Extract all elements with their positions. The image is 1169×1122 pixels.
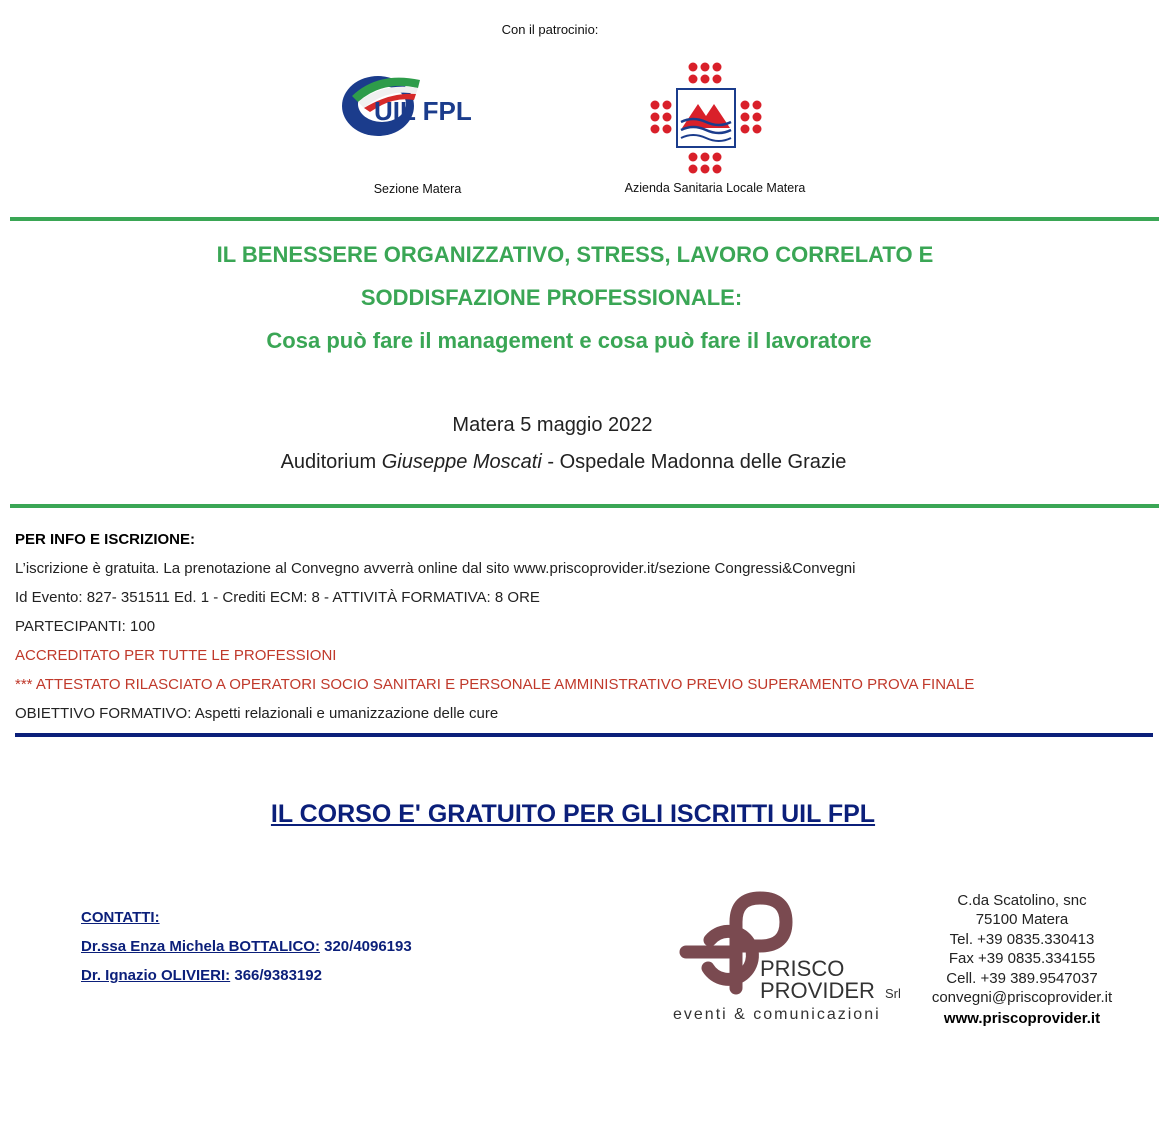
provider-fax: Fax +39 0835.334155 [948,950,1096,967]
provider-address-2: 75100 Matera [975,911,1069,928]
provider-website[interactable]: www.priscoprovider.it [943,1010,1101,1027]
info-event-id: Id Evento: 827- 351511 Ed. 1 - Crediti ECM: 8 - ATTIVITÀ FORMATIVA: 8 ORE [15,589,540,606]
event-venue [0,451,1127,474]
provider-cell: Cell. +39 389.9547037 [946,970,1098,987]
provider-address-1: C.da Scatolino, snc [957,892,1087,909]
contact-bottalico [81,938,412,955]
info-objective: OBIETTIVO FORMATIVO: Aspetti relazionali e umanizzazione delle cure [15,705,499,722]
contact-olivieri [81,967,322,984]
venue-prefix: Auditorium [280,451,382,473]
divider-green-top [10,217,1159,221]
info-certificate: *** ATTESTATO RILASCIATO A OPERATORI SOCIO SANITARI E PERSONALE AMMINISTRATIVO PREVIO SUPERAMENTO PROVA FINALE [15,676,975,693]
contact-2-phone: 366/9383192 [230,967,322,984]
pp-logo-srl: Srl [885,986,901,1001]
event-date: Matera 5 maggio 2022 [452,414,653,436]
free-course-notice: IL CORSO E' GRATUITO PER GLI ISCRITTI UIL FPL [270,800,876,828]
contact-1-phone: 320/4096193 [319,938,412,955]
contacts-heading-text: CONTATTI: [81,909,160,926]
contacts-heading [81,909,160,926]
title-line-1: IL BENESSERE ORGANIZZATIVO, STRESS, LAVORO CORRELATO E [216,242,934,267]
divider-navy [15,733,1153,737]
contact-2-name: Dr. Ignazio OLIVIERI: [81,967,231,984]
info-accreditation: ACCREDITATO PER TUTTE LE PROFESSIONI [15,647,337,664]
divider-green-middle [10,504,1159,508]
uil-logo-text: UIL FPL [374,96,472,126]
uil-fpl-logo [338,66,493,146]
asl-caption: Azienda Sanitaria Locale Matera [624,181,806,195]
prisco-provider-logo [670,888,910,1023]
title-line-3: Cosa può fare il management e cosa può fare il lavoratore [266,328,872,353]
pp-logo-prisco: PRISCO [760,956,845,981]
uil-caption: Sezione Matera [373,182,462,196]
info-participants: PARTECIPANTI: 100 [15,618,156,635]
provider-tel: Tel. +39 0835.330413 [949,931,1095,948]
pp-logo-provider: PROVIDER [760,978,875,1003]
provider-email[interactable]: convegni@priscoprovider.it [931,989,1113,1006]
patrocinio-label: Con il patrocinio: [501,22,599,37]
title-line-2: SODDISFAZIONE PROFESSIONALE: [360,285,743,310]
info-registration: L’iscrizione è gratuita. La prenotazione al Convegno avverrà online dal sito www.priscoprovider.it/sezione Congressi&Convegni [15,560,856,577]
venue-name: Giuseppe Moscati [381,451,542,473]
pp-logo-tagline: eventi & comunicazioni [673,1006,881,1023]
asl-matera-logo [648,60,764,176]
info-heading: PER INFO E ISCRIZIONE: [15,531,196,548]
contact-1-name: Dr.ssa Enza Michela BOTTALICO: [81,938,320,955]
venue-suffix: - Ospedale Madonna delle Grazie [541,451,847,473]
